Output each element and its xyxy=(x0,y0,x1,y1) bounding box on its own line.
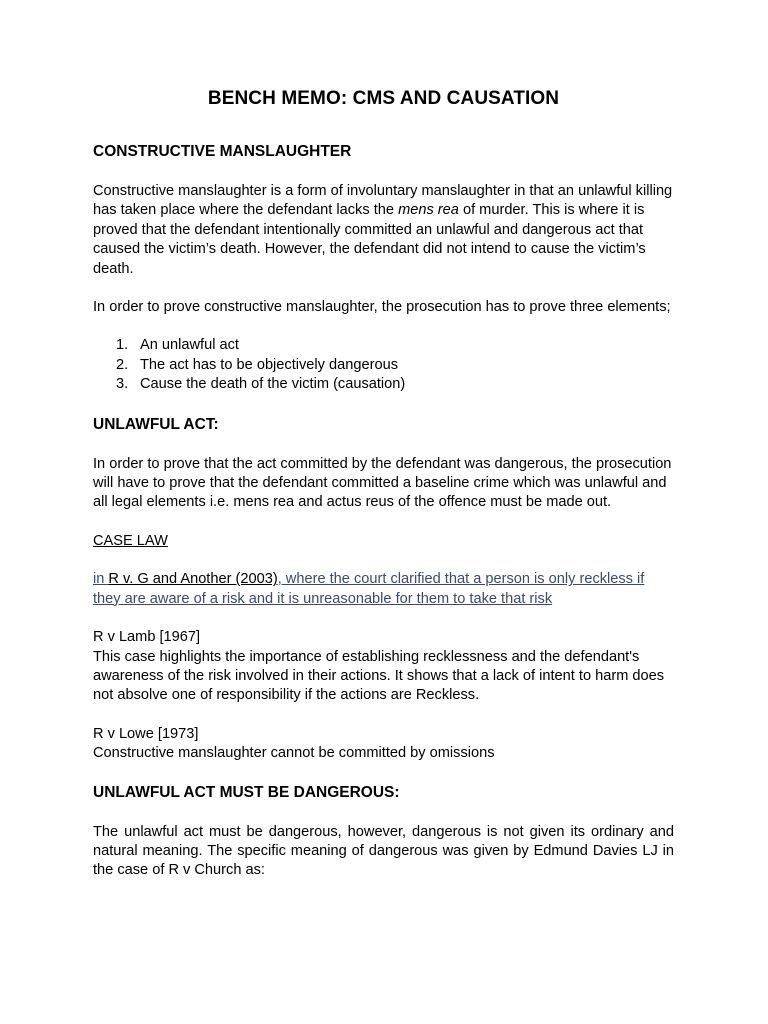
list-item xyxy=(93,375,674,394)
section-heading-dangerous: UNLAWFUL ACT MUST BE DANGEROUS: xyxy=(93,783,400,801)
paragraph-dangerous: The unlawful act must be dangerous, however, dangerous is not given its ordinary and natural meaning. The specific meaning of dangerous was given by Edmund Davies LJ in the case of R v Church as: xyxy=(93,823,674,879)
list-item-text: An unlawful act xyxy=(140,337,239,354)
list-item xyxy=(93,336,674,355)
case-r-v-g-prefix[interactable]: in xyxy=(93,571,109,588)
paragraph-definition-part-2: of murder. This is where it is proved that the defendant intentionally committed an unlawful and dangerous act that caused the victim’s death. However, the defendant did not intend to cause the victim’s death. xyxy=(93,202,646,277)
list-item-text: The act has to be objectively dangerous xyxy=(140,356,398,373)
document-title: BENCH MEMO: CMS AND CAUSATION xyxy=(207,88,560,109)
paragraph-three-elements: In order to prove constructive manslaughter, the prosecution has to prove three elements; xyxy=(93,299,671,316)
list-item xyxy=(93,356,674,375)
case-r-v-g-name[interactable]: R v. G and Another (2003) xyxy=(108,571,278,588)
paragraph-definition-part-1: Constructive manslaughter is a form of involuntary manslaughter in that an unlawful killing has taken place where the defendant lacks the xyxy=(93,183,673,219)
case-law-label: CASE LAW xyxy=(93,532,168,549)
case-r-v-g-description[interactable]: , where the court clarified that a person is only reckless if they are aware of a risk and it is unreasonable for them to take that risk xyxy=(93,571,645,607)
paragraph-definition xyxy=(93,182,674,279)
list-item-number: 2. xyxy=(116,356,129,373)
list-item-number: 3. xyxy=(116,376,129,393)
section-heading-constructive-manslaughter: CONSTRUCTIVE MANSLAUGHTER xyxy=(93,143,352,160)
section-heading-unlawful-act: UNLAWFUL ACT: xyxy=(93,415,219,433)
case-r-v-lamb-title: R v Lamb [1967] xyxy=(93,629,201,646)
list-item-number: 1. xyxy=(116,337,129,354)
case-r-v-lowe-title: R v Lowe [1973] xyxy=(93,725,199,742)
case-r-v-g-link[interactable] xyxy=(93,570,674,609)
paragraph-unlawful-act: In order to prove that the act committed by the defendant was dangerous, the prosecution will have to prove that the defendant committed a baseline crime which was unlawful and all legal elements i.e. mens rea and actus reus of the offence must be made out. xyxy=(93,455,672,511)
elements-list xyxy=(93,336,674,394)
case-r-v-lowe-description: Constructive manslaughter cannot be committed by omissions xyxy=(93,745,495,762)
case-r-v-lamb-description: This case highlights the importance of establishing recklessness and the defendant's awareness of the risk involved in their actions. It shows that a lack of intent to harm does not absolve one of responsibility if the actions are Reckless. xyxy=(93,648,665,704)
list-item-text: Cause the death of the victim (causation) xyxy=(140,376,406,393)
mens-rea-emphasis: mens rea xyxy=(398,202,459,219)
